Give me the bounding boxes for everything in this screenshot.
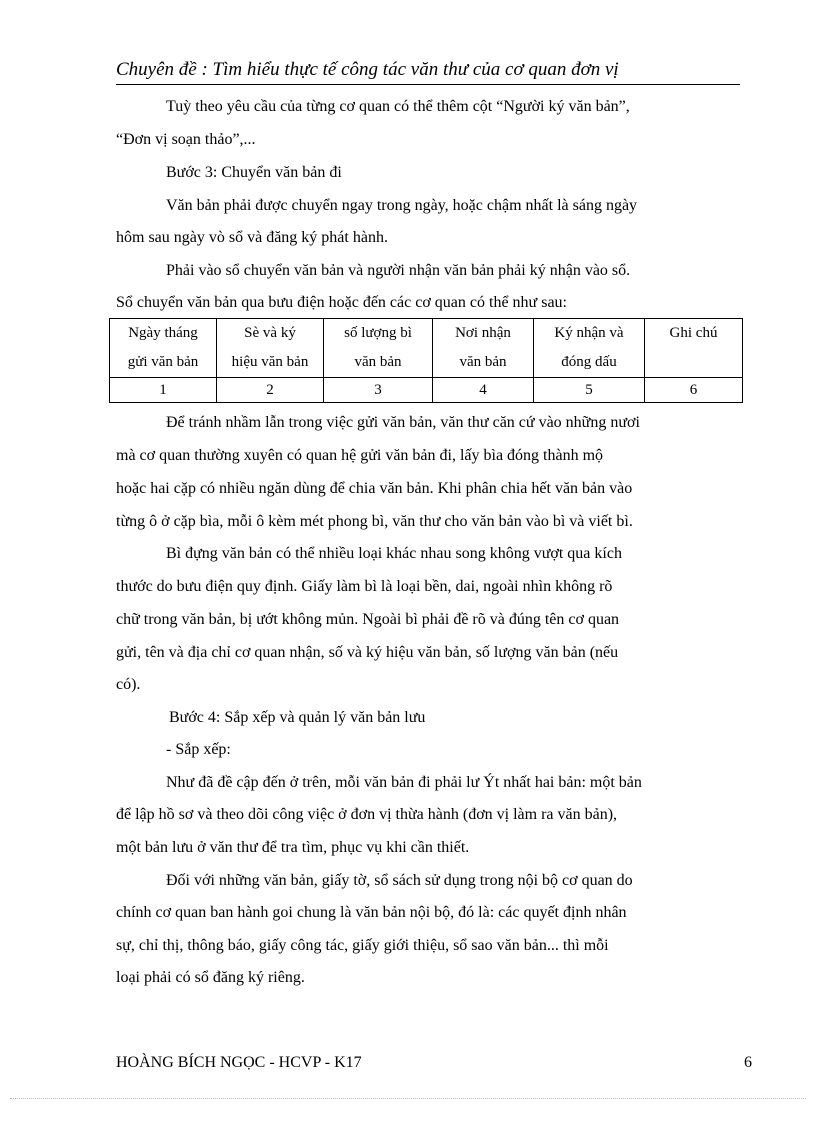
table-header-cell: Nơi nhận văn bản [433,319,534,378]
table-cell: 5 [534,378,645,403]
paragraph-line: Sổ chuyển văn bản qua bưu điện hoặc đến các cơ quan có thể như sau: [116,294,567,311]
table-header-row [110,319,743,378]
paragraph-line: thước do bưu điện quy định. Giấy làm bì là loại bền, dai, ngoài nhìn không rõ [116,578,613,595]
table-cell: 4 [433,378,534,403]
paragraph-line: hôm sau ngày vò sổ và đăng ký phát hành. [116,229,388,246]
table-cell: 6 [645,378,743,403]
table-cell: 1 [110,378,217,403]
table-header-cell: Ngày tháng gửi văn bản [110,319,217,378]
paragraph-line: loại phải có sổ đăng ký riêng. [116,969,305,986]
paragraph-line: Để tránh nhầm lẫn trong việc gửi văn bản, văn thư căn cứ vào những nươi [166,414,640,431]
running-header [116,56,740,85]
paragraph-line: gửi, tên và địa chỉ cơ quan nhận, số và ký hiệu văn bản, số lượng văn bản (nếu [116,644,619,661]
paragraph-line: để lập hồ sơ và theo dõi công việc ở đơn vị thừa hành (đơn vị làm ra văn bản), [116,806,618,823]
running-title: Chuyên đề : Tìm hiểu thực tế công tác văn thư của cơ quan đơn vị [116,59,619,80]
paragraph-line: có). [116,676,141,693]
author-line: HOÀNG BÍCH NGỌC - HCVP - K17 [116,1054,362,1071]
paragraph-line: chữ trong văn bản, bị ướt không mủn. Ngoài bì phải đề rõ và đúng tên cơ quan [116,611,620,628]
paragraph-line: Văn bản phải được chuyển ngay trong ngày, hoặc chậm nhất là sáng ngày [166,197,638,214]
paragraph-line: hoặc hai cặp có nhiều ngăn dùng để chia văn bản. Khi phân chia hết văn bản vào [116,480,633,497]
paragraph-line: Đối với những văn bản, giấy tờ, sổ sách sử dụng trong nội bộ cơ quan do [166,872,633,889]
table-header-cell: số lượng bì văn bản [324,319,433,378]
dispatch-register-table [109,318,743,403]
paragraph-line: Như đã đề cập đến ở trên, mỗi văn bản đi phải lư Ýt nhất hai bản: một bản [166,774,642,791]
table-cell: 3 [324,378,433,403]
step-heading: Bước 4: Sắp xếp và quản lý văn bản lưu [169,709,426,726]
paragraph-line: “Đơn vị soạn thảo”,... [116,131,256,148]
paragraph-line: sự, chỉ thị, thông báo, giấy công tác, giấy giới thiệu, sổ sao văn bản... thì mỗi [116,937,609,954]
paragraph-line: một bản lưu ở văn thư để tra tìm, phục vụ khi cần thiết. [116,839,470,856]
table-header-cell: Ký nhận và đóng dấu [534,319,645,378]
page-bottom-divider [10,1098,806,1099]
table-header-cell: Ghi chú [645,319,743,378]
paragraph-line: Tuỳ theo yêu cầu của từng cơ quan có thể thêm cột “Người ký văn bản”, [166,98,630,115]
paragraph-line: Phải vào sổ chuyển văn bản và người nhận văn bản phải ký nhận vào sổ. [166,262,631,279]
table-row [110,378,743,403]
sub-heading: - Sắp xếp: [166,741,231,758]
paragraph-line: từng ô ở cặp bìa, mỗi ô kèm mét phong bì, văn thư cho văn bản vào bì và viết bì. [116,513,633,530]
table-header-cell: Sè và ký hiệu văn bản [217,319,324,378]
table-cell: 2 [217,378,324,403]
paragraph-line: Bì đựng văn bản có thể nhiều loại khác nhau song không vượt qua kích [166,545,622,562]
page-number: 6 [744,1054,752,1071]
paragraph-line: mà cơ quan thường xuyên có quan hệ gửi văn bản đi, lấy bìa đóng thành mộ [116,447,604,464]
step-heading: Bước 3: Chuyển văn bản đi [166,164,342,181]
paragraph-line: chính cơ quan ban hành goi chung là văn bản nội bộ, đó là: các quyết định nhân [116,904,627,921]
